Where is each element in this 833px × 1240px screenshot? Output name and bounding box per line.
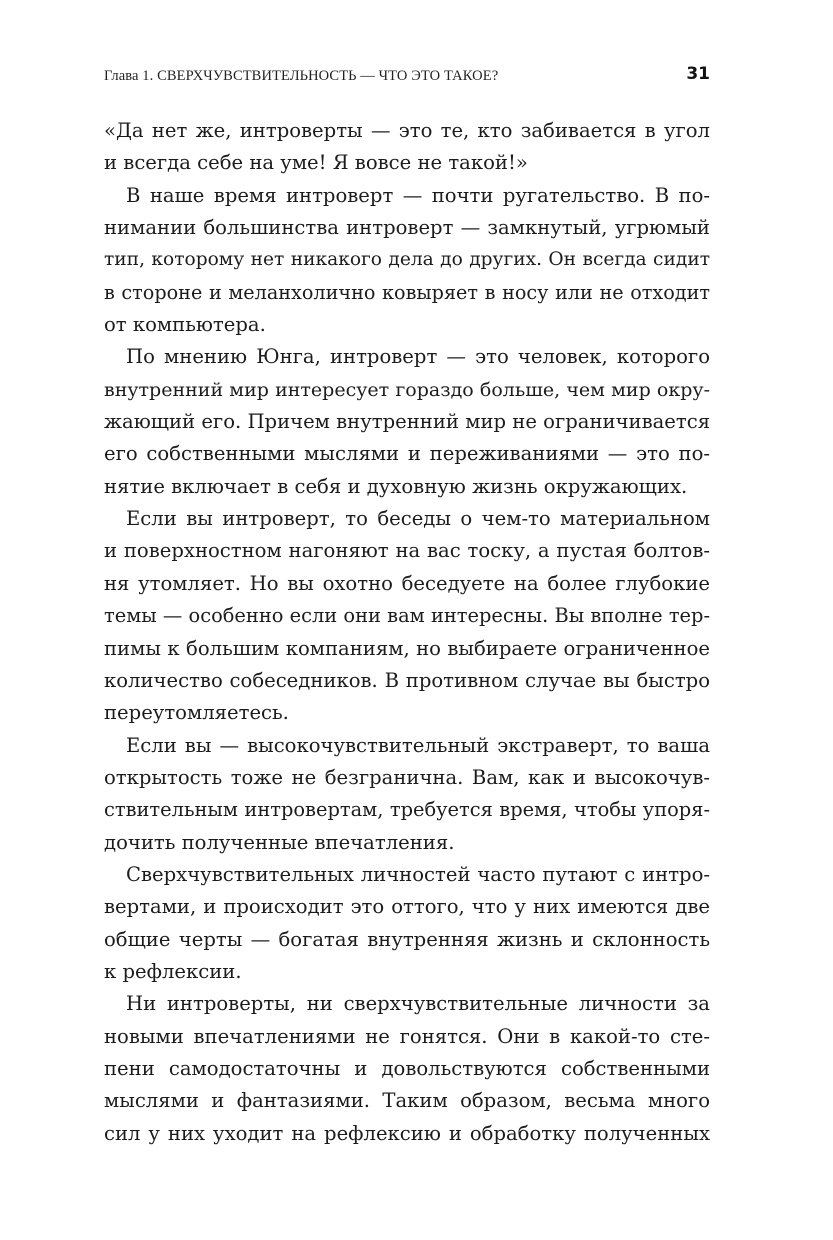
text-line: жающий его. Причем внутренний мир не ограничивается	[104, 410, 711, 434]
text-line: Сверхчувствительных личностей часто путают с интро-	[126, 862, 710, 886]
text-line: количество собеседников. В противном случае вы быстро	[104, 668, 710, 692]
text-line: Если вы — высокочувствительный экстраверт, то ваша	[126, 733, 710, 757]
text-line: новыми впечатлениями не гонятся. Они в какой-то сте-	[104, 1024, 710, 1048]
text-line: тип, которому нет никакого дела до других. Он всегда сидит	[104, 249, 710, 271]
text-line: пени самодостаточны и довольствуются собственными	[104, 1056, 710, 1080]
text-line: В наше время интроверт — почти ругательство. В по-	[126, 183, 710, 207]
paragraph	[104, 988, 710, 1150]
running-header	[104, 64, 710, 88]
text-line: и поверхностном нагоняют на вас тоску, а пустая болтов-	[104, 539, 710, 563]
text-line: «Да нет же, интроверты — это те, кто забивается в угол	[104, 119, 710, 142]
paragraph	[104, 180, 710, 342]
text-line: нимании большинства интроверт — замкнутый, угрюмый	[104, 216, 710, 240]
text-line: дочить полученные впечатления.	[104, 830, 455, 854]
text-line: пимы к большим компаниям, но выбираете ограниченное	[104, 636, 710, 660]
text-line: переутомляетесь.	[104, 701, 289, 725]
text-line: темы — особенно если они вам интересны. Вы вполне тер-	[104, 604, 710, 628]
chapter-title: Глава 1. СВЕРХЧУВСТВИТЕЛЬНОСТЬ — ЧТО ЭТО ТАКОЕ?	[104, 68, 499, 84]
text-line: вертами, и происходит это оттого, что у них имеются две	[104, 895, 710, 919]
text-line: и всегда себе на уме! Я вовсе не такой!»	[104, 151, 528, 175]
text-line: ня утомляет. Но вы охотно беседуете на более глубокие	[104, 571, 710, 595]
paragraph	[104, 503, 710, 729]
text-line: Если вы интроверт, то беседы о чем-то материальном	[126, 507, 710, 531]
text-line: Ни интроверты, ни сверхчувствительные личности за	[126, 992, 710, 1016]
text-line: от компьютера.	[104, 313, 266, 337]
text-line: нятие включает в себя и духовную жизнь окружающих.	[104, 474, 688, 498]
text-line: общие черты — богатая внутренняя жизнь и склонность	[104, 927, 710, 951]
paragraph	[104, 859, 710, 988]
body-text	[104, 115, 710, 1150]
text-line: открытость тоже не безгранична. Вам, как и высокочув-	[104, 765, 710, 789]
text-line: внутренний мир интересует гораздо больше, чем мир окру-	[104, 378, 710, 401]
text-line: в стороне и меланхолично ковыряет в носу или не отходит	[104, 280, 710, 304]
text-line: сил у них уходит на рефлексию и обработку полученных	[104, 1121, 710, 1145]
page-number: 31	[686, 64, 710, 84]
text-line: мыслями и фантазиями. Таким образом, весьма много	[104, 1089, 710, 1113]
text-line: к рефлексии.	[104, 959, 242, 983]
paragraph	[104, 730, 710, 859]
text-line: ствительным интровертам, требуется время, чтобы упоря-	[104, 798, 710, 822]
paragraph	[104, 341, 710, 503]
paragraph	[104, 115, 710, 180]
text-line: По мнению Юнга, интроверт — это человек, которого	[126, 345, 710, 369]
text-line: его собственными мыслями и переживаниями — это по-	[104, 442, 710, 466]
